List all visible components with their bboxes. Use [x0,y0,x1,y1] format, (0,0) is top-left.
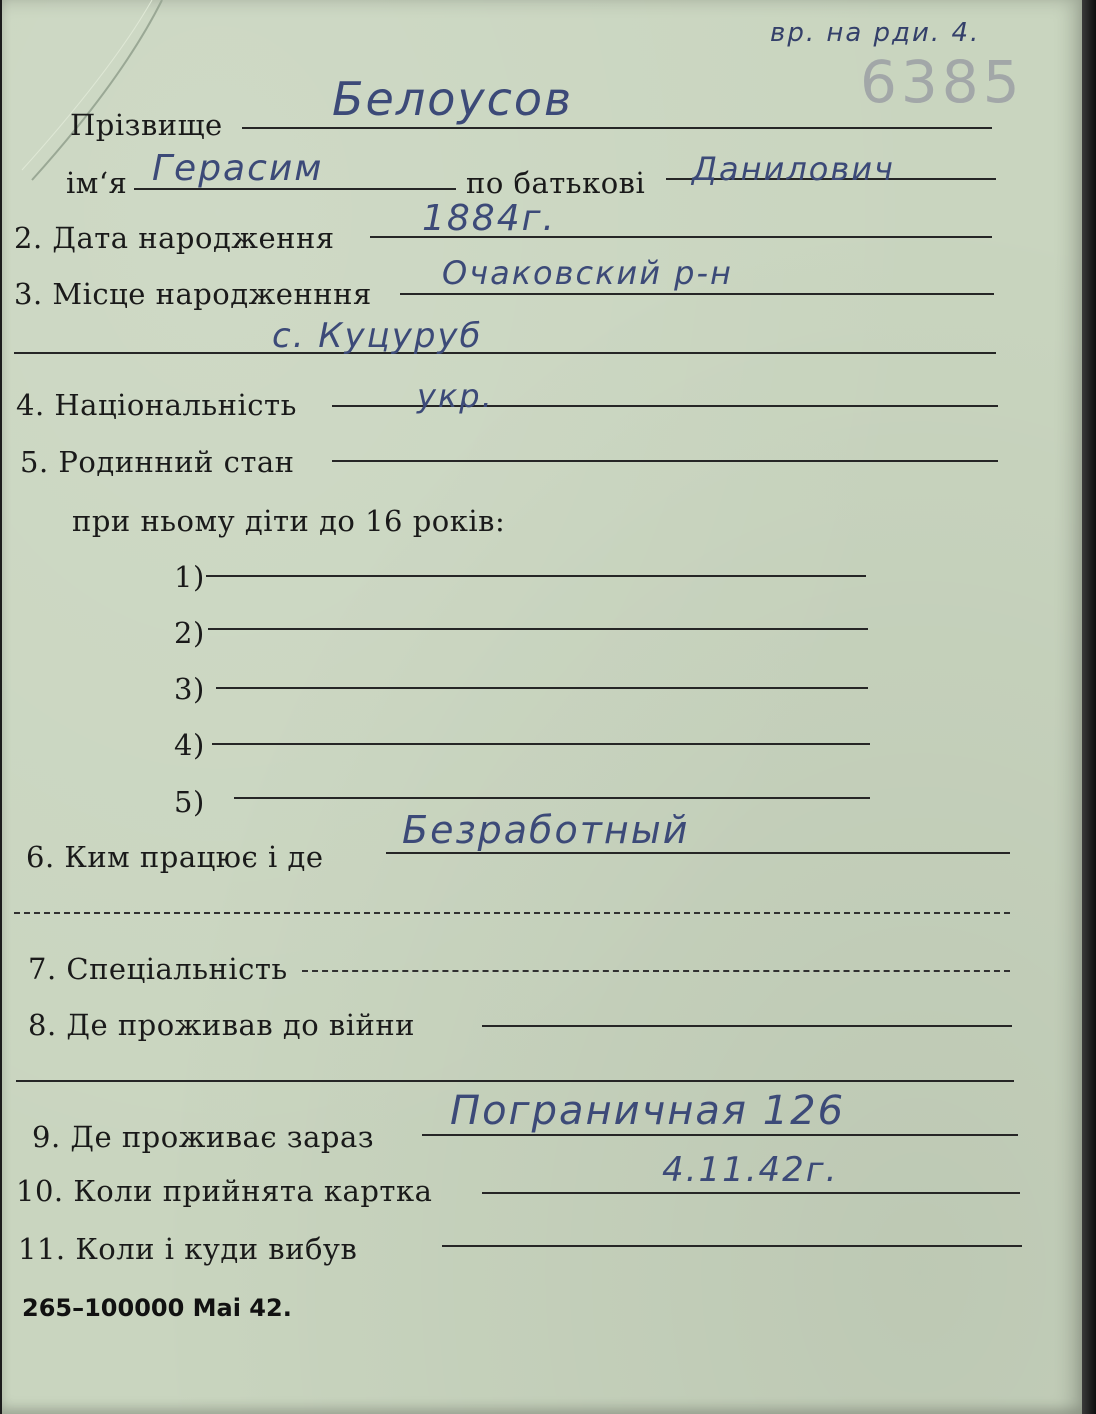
accepted-value: 4.11.42г. [662,1150,839,1190]
birth-place-line-2 [14,352,996,354]
child-2-label: 2) [174,616,205,650]
current-value: Пограничная 126 [450,1088,846,1134]
first-name-label: ім‘я [66,166,128,200]
work-label: 6. Ким працює і де [26,840,324,874]
child-5-label: 5) [174,785,205,819]
work-value: Безработный [402,808,690,852]
surname-value: Белоусов [332,72,574,126]
registration-card [2,0,1082,1414]
first-name-value: Герасим [152,148,324,189]
patronymic-value: Данилович [692,150,895,188]
marital-line [332,460,998,462]
birth-date-label: 2. Дата народження [14,221,335,255]
archive-number: 6385 [860,48,1024,116]
birth-place-value-line1: Очаковский р-н [442,254,733,292]
prewar-line-2 [16,1080,1014,1082]
prewar-line [482,1025,1012,1027]
work-line-2 [14,912,1010,914]
surname-label: Прізвище [70,108,223,142]
prewar-label: 8. Де проживав до війни [28,1008,415,1042]
child-2-line [208,628,868,630]
birth-place-line [400,293,994,295]
birth-place-value-line2: с. Куцуруб [272,316,483,356]
nationality-label: 4. Національність [16,388,297,422]
current-label: 9. Де проживає зараз [32,1120,375,1154]
departed-line [442,1245,1022,1247]
child-1-label: 1) [174,560,205,594]
accepted-label: 10. Коли прийнята картка [16,1174,433,1208]
accepted-line [482,1192,1020,1194]
background-edge [1082,0,1096,1414]
child-5-line [234,797,870,799]
departed-label: 11. Коли і куди вибув [18,1232,358,1266]
specialty-label: 7. Спеціальність [28,952,288,986]
child-4-label: 4) [174,728,205,762]
child-1-line [206,575,866,577]
birth-place-label: 3. Місце народженння [14,277,372,311]
work-line [386,852,1010,854]
children-heading: при ньому діти до 16 років: [72,504,506,538]
nationality-value: укр. [417,377,494,415]
archive-note: вр. на рди. 4. [770,18,981,48]
specialty-line [302,970,1010,972]
child-3-label: 3) [174,672,205,706]
current-line [422,1134,1018,1136]
print-imprint: 265–100000 Mai 42. [22,1294,292,1322]
surname-line [242,127,992,129]
marital-label: 5. Родинний стан [20,445,295,479]
child-4-line [212,743,870,745]
child-3-line [216,687,868,689]
patronymic-label: по батькові [466,166,646,200]
birth-date-value: 1884г. [422,198,556,239]
